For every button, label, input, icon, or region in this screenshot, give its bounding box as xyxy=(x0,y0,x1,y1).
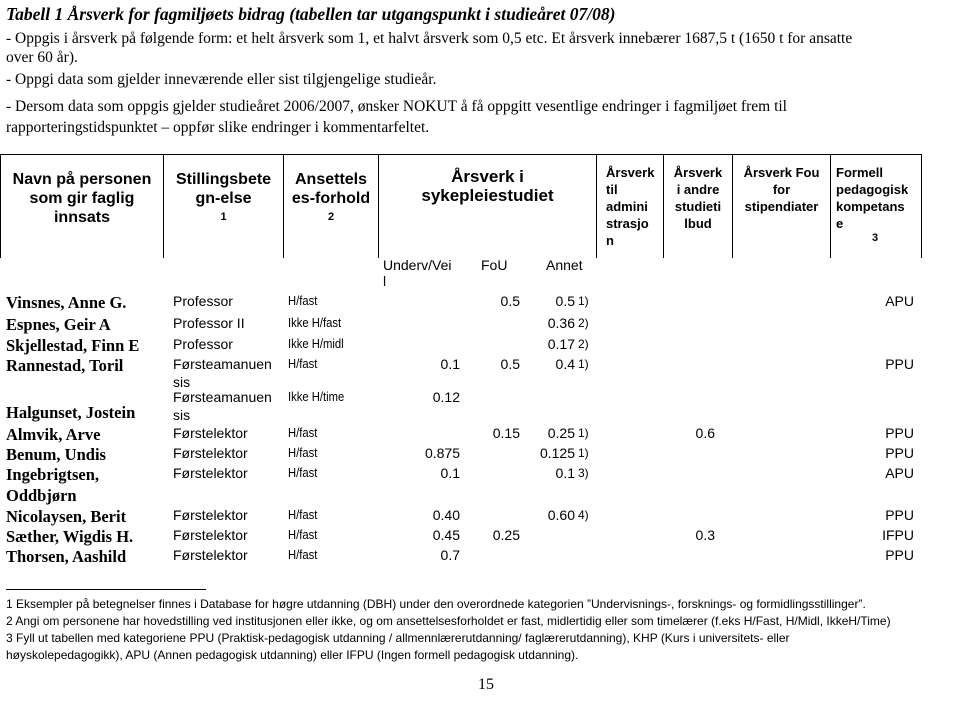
row-employment: H/fast xyxy=(288,446,318,460)
row-position: Førstelektor xyxy=(173,465,248,481)
header-divider-1 xyxy=(163,154,164,258)
row-position: sis xyxy=(173,374,191,390)
row-note: 2) xyxy=(578,316,589,330)
header-admin: Årsverk til admini strasjo n xyxy=(606,165,655,248)
row-competence: IFPU xyxy=(882,527,914,543)
row-position: Førstelektor xyxy=(173,547,248,563)
header-nursing: Årsverk i sykepleiestudiet xyxy=(421,167,554,205)
row-position: Førstelektor xyxy=(173,527,248,543)
footnote-separator xyxy=(6,589,206,590)
row-fou: 0.25 xyxy=(492,527,520,543)
row-employment: Ikke H/time xyxy=(288,390,345,404)
row-name: Almvik, Arve xyxy=(6,425,101,444)
row-other: 0.25 xyxy=(547,425,575,441)
row-employment: H/fast xyxy=(288,466,318,480)
header-top-border xyxy=(0,154,922,155)
row-position: sis xyxy=(173,407,191,423)
row-name: Ingebrigtsen, xyxy=(6,465,100,484)
subheader-teaching: Underv/Vei l xyxy=(383,257,452,289)
row-teaching: 0.40 xyxy=(432,507,460,523)
row-position: Professor xyxy=(173,336,233,352)
row-other: 0.36 xyxy=(547,315,575,331)
row-note: 4) xyxy=(578,508,589,522)
row-name: Vinsnes, Anne G. xyxy=(6,293,127,312)
row-other: 0.5 xyxy=(555,293,575,309)
row-competence: PPU xyxy=(885,425,914,441)
row-other: 0.4 xyxy=(555,356,575,372)
row-note: 3) xyxy=(578,466,589,480)
page-number: 15 xyxy=(478,676,494,693)
row-teaching: 0.12 xyxy=(432,389,460,405)
header-competence-sup: 3 xyxy=(872,232,879,244)
row-employment: H/fast xyxy=(288,508,318,522)
row-note: 1) xyxy=(578,294,589,308)
row-competence: APU xyxy=(885,293,914,309)
row-other: 0.17 xyxy=(547,336,575,352)
row-teaching: 0.7 xyxy=(440,547,460,563)
row-teaching: 0.1 xyxy=(440,465,460,481)
row-position: Førsteamanuen xyxy=(173,356,272,372)
row-employment: Ikke H/fast xyxy=(288,316,342,330)
row-competence: PPU xyxy=(885,507,914,523)
row-name: Oddbjørn xyxy=(6,486,77,505)
header-divider-4 xyxy=(596,154,597,258)
intro-line-5: rapporteringstidspunktet – oppfør slike endringer i kommentarfeltet. xyxy=(6,119,430,136)
header-scholarship: Årsverk Fou for stipendiater xyxy=(743,165,820,214)
row-other-studies: 0.3 xyxy=(695,527,715,543)
intro-line-1: - Oppgis i årsverk på følgende form: et helt årsverk som 1, et halvt årsverk som 0,5 etc. Et årsverk innebærer 1687,5 t (1650 t for ansatte xyxy=(6,30,853,47)
row-employment: H/fast xyxy=(288,426,318,440)
row-name: Benum, Undis xyxy=(6,445,106,464)
intro-line-2: over 60 år). xyxy=(6,49,78,66)
header-competence: Formell pedagogisk kompetans e xyxy=(836,165,909,231)
row-fou: 0.5 xyxy=(500,356,520,372)
row-teaching: 0.45 xyxy=(432,527,460,543)
header-employment: Ansettels es-forhold 2 xyxy=(291,171,371,223)
row-name: Thorsen, Aashild xyxy=(6,547,127,566)
header-divider-7 xyxy=(830,154,831,258)
row-note: 1) xyxy=(578,446,589,460)
row-name: Rannestad, Toril xyxy=(6,356,124,375)
intro-line-4: - Dersom data som oppgis gjelder studieåret 2006/2007, ønsker NOKUT å få oppgitt vesentlige endringer i fagmiljøet frem til xyxy=(6,98,787,115)
row-position: Førsteamanuen xyxy=(173,389,272,405)
subheader-other: Annet xyxy=(546,257,583,273)
row-note: 1) xyxy=(578,357,589,371)
row-other: 0.1 xyxy=(555,465,575,481)
row-employment: Ikke H/midl xyxy=(288,337,344,351)
header-position: Stillingsbete gn-else 1 xyxy=(175,171,272,223)
header-divider-2 xyxy=(283,154,284,258)
table-title: Tabell 1 Årsverk for fagmiljøets bidrag (tabellen tar utgangspunkt i studieåret 07/08) xyxy=(6,4,616,24)
row-name: Espnes, Geir A xyxy=(6,315,111,334)
row-fou: 0.5 xyxy=(500,293,520,309)
row-note: 1) xyxy=(578,426,589,440)
row-note: 2) xyxy=(578,337,589,351)
subheader-fou: FoU xyxy=(481,257,508,273)
row-teaching: 0.875 xyxy=(424,445,460,461)
footnote-4: høyskolepedagogikk), APU (Annen pedagogisk utdanning) eller IFPU (Ingen formell pedagogisk utdanning). xyxy=(6,648,579,662)
row-name: Halgunset, Jostein xyxy=(6,403,136,422)
row-position: Førstelektor xyxy=(173,425,248,441)
header-name: Navn på personen som gir faglig innsats xyxy=(12,171,152,226)
row-position: Førstelektor xyxy=(173,507,248,523)
row-teaching: 0.1 xyxy=(440,356,460,372)
row-other: 0.125 xyxy=(539,445,575,461)
header-right-border xyxy=(921,154,922,258)
row-employment: H/fast xyxy=(288,357,318,371)
row-fou: 0.15 xyxy=(492,425,520,441)
row-name: Sæther, Wigdis H. xyxy=(6,527,134,546)
footnote-2: 2 Angi om personene har hovedstilling ved institusjonen eller ikke, og om ansettelsesforholdet er fast, midlertidig eller som timelærer (f.eks H/Fast, H/Midl, IkkeH/Time) xyxy=(6,614,891,628)
row-other: 0.60 xyxy=(547,507,575,523)
row-position: Professor xyxy=(173,293,233,309)
row-competence: PPU xyxy=(885,547,914,563)
row-other-studies: 0.6 xyxy=(695,425,715,441)
header-other-studies: Årsverk i andre studieti lbud xyxy=(673,165,723,231)
row-competence: APU xyxy=(885,465,914,481)
row-name: Nicolaysen, Berit xyxy=(6,507,127,526)
footnote-3: 3 Fyll ut tabellen med kategoriene PPU (Praktisk-pedagogisk utdanning / allmennlærerutdanning/ faglærerutdanning), KHP (Kurs i universitets- eller xyxy=(6,631,790,645)
row-employment: H/fast xyxy=(288,548,318,562)
row-competence: PPU xyxy=(885,445,914,461)
row-employment: H/fast xyxy=(288,294,318,308)
intro-line-3: - Oppgi data som gjelder inneværende eller sist tilgjengelige studieår. xyxy=(6,71,437,88)
row-position: Førstelektor xyxy=(173,445,248,461)
header-divider-3 xyxy=(378,154,379,258)
row-name: Skjellestad, Finn E xyxy=(6,336,140,355)
row-position: Professor II xyxy=(173,315,245,331)
header-left-border xyxy=(0,154,1,258)
footnote-1: 1 Eksempler på betegnelser finnes i Database for høgre utdanning (DBH) under den overordnede kategorien ”Undervisnings-, forsknings- og formidlingsstillinger”. xyxy=(6,597,866,611)
row-employment: H/fast xyxy=(288,528,318,542)
row-competence: PPU xyxy=(885,356,914,372)
